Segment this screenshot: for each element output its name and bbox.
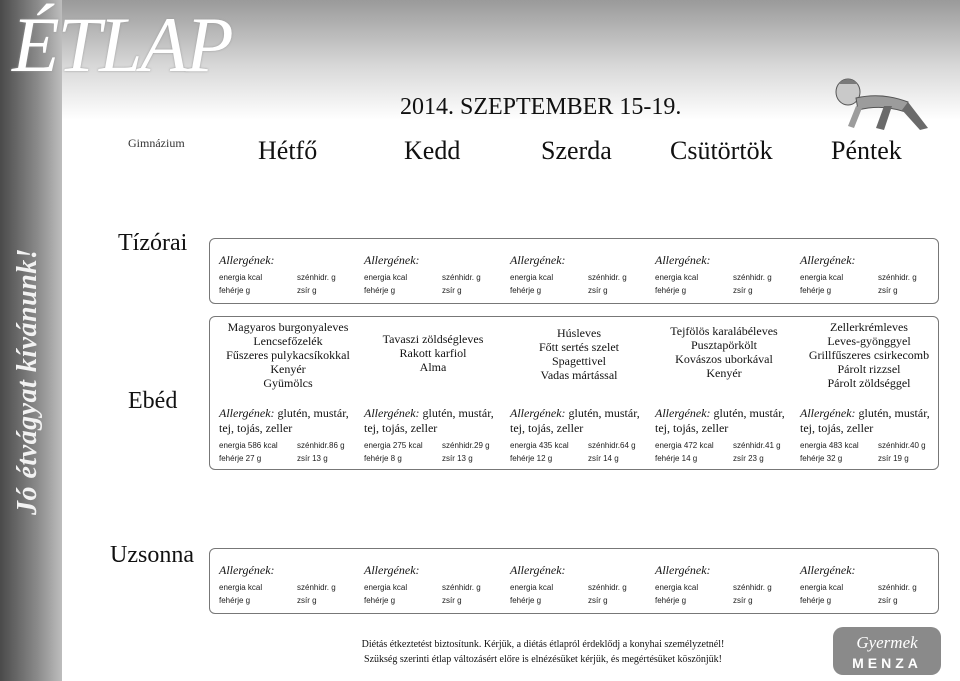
logo-text-line2: MENZA: [852, 655, 922, 671]
menu-item: Leves-gyönggyel: [827, 334, 911, 348]
zsir-value: zsír g: [733, 286, 753, 295]
menu-item: Fűszeres pulykacsíkokkal: [226, 348, 350, 362]
zsir-value: zsír g: [297, 596, 317, 605]
szenhidr-value: szénhidr.29 g: [442, 441, 490, 450]
zsir-value: zsír 13 g: [442, 454, 473, 463]
allergen-label: Allergének:: [655, 253, 711, 267]
uzsonna-cell-wednesday: [510, 563, 648, 605]
energia-value: energia kcal: [800, 273, 844, 282]
allergen-label: Allergének:: [800, 253, 856, 267]
footer-line: Szükség szerinti étlap változásért előre is elnézésüket kérjük, és megértésüket köszönjük!: [364, 654, 722, 665]
menu-items: [510, 320, 648, 406]
szenhidr-value: szénhidr. g: [442, 273, 481, 282]
menu-item: Tejfölös karalábéleves: [670, 324, 778, 338]
allergen-list: glutén, mustár, tej, tojás, zeller: [510, 406, 640, 435]
feherje-value: fehérje 8 g: [364, 454, 402, 463]
szenhidr-value: szénhidr. g: [733, 583, 772, 592]
zsir-value: zsír g: [442, 596, 462, 605]
menu-item: Tavaszi zöldségleves: [382, 332, 484, 346]
szenhidr-value: szénhidr.40 g: [878, 441, 926, 450]
energia-value: energia 472 kcal: [655, 441, 714, 450]
szenhidr-value: szénhidr.41 g: [733, 441, 781, 450]
allergen-label: Allergének:: [364, 253, 420, 267]
feherje-value: fehérje 32 g: [800, 454, 843, 463]
allergen-list: glutén, mustár, tej, tojás, zeller: [219, 406, 349, 435]
uzsonna-cell-thursday: [655, 563, 793, 605]
feherje-value: fehérje g: [364, 286, 396, 295]
allergen-label: Allergének:: [655, 406, 711, 420]
allergen-label: Allergének:: [510, 253, 566, 267]
menu-item: Magyaros burgonyaleves: [227, 320, 349, 334]
allergen-label: Allergének:: [219, 563, 275, 577]
szenhidr-value: szénhidr.86 g: [297, 441, 345, 450]
allergen-label: Allergének:: [655, 563, 711, 577]
zsir-value: zsír g: [878, 286, 898, 295]
menu-item: Vadas mártással: [540, 368, 618, 382]
szenhidr-value: szénhidr. g: [297, 583, 336, 592]
feherje-value: fehérje g: [510, 286, 542, 295]
row-label-tizorai: Tízórai: [118, 230, 188, 256]
menu-item: Kenyér: [270, 362, 306, 376]
feherje-value: fehérje g: [800, 286, 832, 295]
szenhidr-value: szénhidr. g: [442, 583, 481, 592]
ebed-cell-tuesday: [364, 320, 502, 463]
day-header-monday: Hétfő: [258, 136, 318, 165]
zsir-value: zsír g: [442, 286, 462, 295]
energia-value: energia kcal: [219, 273, 263, 282]
feherje-value: fehérje 27 g: [219, 454, 262, 463]
zsir-value: zsír 19 g: [878, 454, 909, 463]
szenhidr-value: szénhidr. g: [878, 273, 917, 282]
menu-items: [655, 320, 793, 406]
allergen-list: glutén, mustár, tej, tojás, zeller: [364, 406, 494, 435]
zsir-value: zsír g: [733, 596, 753, 605]
footer-notice: [318, 637, 768, 667]
menu-items: [219, 320, 357, 406]
menu-item: Pusztapörkölt: [691, 338, 757, 352]
child-illustration: [822, 72, 940, 132]
energia-value: energia kcal: [655, 583, 699, 592]
ebed-cell-wednesday: [510, 320, 648, 463]
feherje-value: fehérje g: [219, 286, 251, 295]
allergen-label: Allergének:: [364, 406, 420, 420]
allergen-label: Allergének:: [364, 563, 420, 577]
energia-value: energia 275 kcal: [364, 441, 423, 450]
menu-item: Alma: [419, 360, 447, 374]
menu-item: Kovászos uborkával: [675, 352, 773, 366]
menu-item: Spagettivel: [552, 354, 606, 368]
allergen-list: glutén, mustár, tej, tojás, zeller: [655, 406, 785, 435]
feherje-value: fehérje g: [655, 286, 687, 295]
allergen-label: Allergének:: [510, 406, 566, 420]
energia-value: energia kcal: [800, 583, 844, 592]
energia-value: energia 483 kcal: [800, 441, 859, 450]
allergen-label: Allergének:: [800, 563, 856, 577]
energia-value: energia kcal: [510, 273, 554, 282]
day-header-wednesday: Szerda: [541, 136, 612, 165]
side-greeting: Jó étvágyat kívánunk!: [12, 247, 43, 515]
menu-item: Gyümölcs: [263, 376, 313, 390]
allergen-label: Allergének:: [510, 563, 566, 577]
allergen-list: glutén, mustár, tej, tojás, zeller: [800, 406, 930, 435]
uzsonna-cell-monday: [219, 563, 357, 605]
szenhidr-value: szénhidr. g: [588, 583, 627, 592]
allergen-label: Allergének:: [219, 253, 275, 267]
menu-items: [800, 320, 938, 406]
school-label: Gimnázium: [128, 136, 185, 150]
zsir-value: zsír 13 g: [297, 454, 328, 463]
allergen-label: Allergének:: [800, 406, 856, 420]
logo-text-line1: Gyermek: [856, 633, 918, 652]
footer-line: Diétás étkeztetést biztosítunk. Kérjük, a diétás étlapról érdeklődj a konyhai személyzetnél!: [361, 639, 725, 650]
menu-item: Főtt sertés szelet: [539, 340, 619, 354]
energia-value: energia kcal: [364, 583, 408, 592]
energia-value: energia kcal: [364, 273, 408, 282]
energia-value: energia kcal: [510, 583, 554, 592]
szenhidr-value: szénhidr. g: [878, 583, 917, 592]
feherje-value: fehérje g: [364, 596, 396, 605]
ebed-cell-friday: [800, 320, 938, 463]
menu-item: Párolt rizzsel: [837, 362, 901, 376]
menu-item: Húsleves: [557, 326, 601, 340]
szenhidr-value: szénhidr. g: [297, 273, 336, 282]
week-date: 2014. SZEPTEMBER 15-19.: [400, 94, 682, 120]
zsir-value: zsír g: [588, 596, 608, 605]
ebed-cell-monday: [219, 320, 357, 463]
energia-value: energia kcal: [219, 583, 263, 592]
menu-item: Kenyér: [706, 366, 742, 380]
gyermek-menza-logo: [832, 626, 942, 676]
feherje-value: fehérje 12 g: [510, 454, 553, 463]
menu-item: Lencsefőzelék: [253, 334, 323, 348]
day-header-tuesday: Kedd: [404, 136, 461, 165]
feherje-value: fehérje g: [655, 596, 687, 605]
row-label-ebed: Ebéd: [128, 388, 178, 414]
uzsonna-cell-friday: [800, 563, 938, 605]
menu-item: Grillfűszeres csirkecomb: [808, 348, 930, 362]
day-header-friday: Péntek: [831, 136, 902, 165]
zsir-value: zsír 14 g: [588, 454, 619, 463]
menu-item: Párolt zöldséggel: [827, 376, 911, 390]
zsir-value: zsír g: [878, 596, 898, 605]
uzsonna-cell-tuesday: [364, 563, 502, 605]
tizorai-cell-tuesday: [364, 253, 502, 295]
ebed-cell-thursday: [655, 320, 793, 463]
energia-value: energia kcal: [655, 273, 699, 282]
zsir-value: zsír g: [297, 286, 317, 295]
feherje-value: fehérje g: [510, 596, 542, 605]
tizorai-cell-monday: [219, 253, 357, 295]
row-label-uzsonna: Uzsonna: [110, 542, 194, 568]
day-header-thursday: Csütörtök: [670, 136, 773, 165]
page-title: ÉTLAP: [12, 1, 232, 88]
allergen-label: Allergének:: [219, 406, 275, 420]
feherje-value: fehérje g: [219, 596, 251, 605]
feherje-value: fehérje 14 g: [655, 454, 698, 463]
szenhidr-value: szénhidr.64 g: [588, 441, 636, 450]
energia-value: energia 586 kcal: [219, 441, 278, 450]
zsir-value: zsír 23 g: [733, 454, 764, 463]
zsir-value: zsír g: [588, 286, 608, 295]
energia-value: energia 435 kcal: [510, 441, 569, 450]
tizorai-cell-friday: [800, 253, 938, 295]
szenhidr-value: szénhidr. g: [733, 273, 772, 282]
menu-item: Rakott karfiol: [399, 346, 467, 360]
menu-item: Zellerkrémleves: [830, 320, 908, 334]
feherje-value: fehérje g: [800, 596, 832, 605]
tizorai-cell-wednesday: [510, 253, 648, 295]
szenhidr-value: szénhidr. g: [588, 273, 627, 282]
tizorai-cell-thursday: [655, 253, 793, 295]
menu-items: [364, 320, 502, 406]
